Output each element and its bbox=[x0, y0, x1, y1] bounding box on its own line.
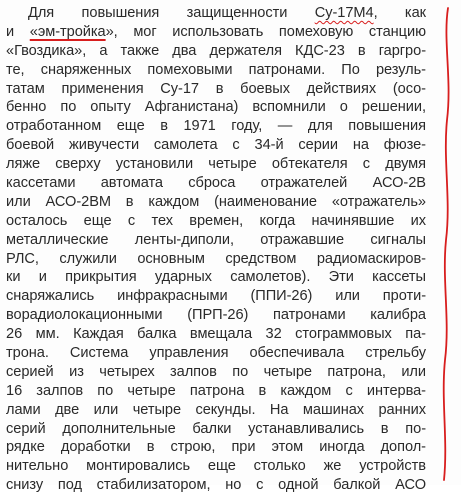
text-line-12: осталось еще с тех времен, когда начинявшие их bbox=[6, 212, 426, 229]
line-1-start: Для повышения защищенности bbox=[28, 5, 315, 21]
text-line-26: снизу под стабилизатором, но с одной балкой АСО bbox=[6, 477, 426, 494]
text-line-7: отработанном еще в 1971 году, — для повышения bbox=[6, 118, 426, 135]
line-2-end: », мог использовать помеховую станцию bbox=[105, 23, 426, 40]
text-line-24: рядке доработки в строю, при этом иногда допол- bbox=[6, 439, 426, 456]
text-line-10: кассетами автомата сброса отражателей АСО-2В bbox=[6, 175, 426, 192]
text-line-5: татам применения Су-17 в боевых действиях (осо- bbox=[6, 80, 426, 97]
line-1-end: , как bbox=[373, 5, 426, 21]
text-line-19: трона. Система управления обеспечивала стрельбу bbox=[6, 345, 426, 362]
emtroika-highlight: «эм-тройка bbox=[29, 23, 106, 40]
text-line-14: РЛС, служили основным средством радиомаскиров- bbox=[6, 250, 426, 267]
su17m4-highlight: Су-17М4 bbox=[314, 5, 374, 21]
text-line-21: 16 залпов по четыре патрона в каждом с интерва- bbox=[6, 382, 426, 399]
text-line-15: ки и прикрытия ударных самолетов). Эти кассеты bbox=[6, 269, 426, 286]
text-line-8: боевой живучести самолета с 34-й серии на фюзе- bbox=[6, 137, 426, 154]
text-line-20: серией из четырех залпов по четыре патрона, или bbox=[6, 363, 426, 380]
text-line-23: серий дополнительные балки устанавливались в по- bbox=[6, 420, 426, 437]
text-line-4: те, снаряженных помеховыми патронами. По резуль- bbox=[6, 61, 426, 78]
text-line-17: ворадиолокационными (ПРП-26) патронами калибра bbox=[6, 307, 426, 324]
text-line-16: снаряжались инфракрасными (ППИ-26) или проти- bbox=[6, 288, 426, 305]
text-line-3: «Гвоздика», а также два держателя КДС-23 в гаргро- bbox=[6, 42, 426, 59]
line-2-start: и bbox=[6, 23, 30, 40]
text-line-9: ляже сверху установили четыре обтекателя с двумя bbox=[6, 156, 426, 173]
text-line-25: нительно монтировались еще столько же устройств bbox=[6, 458, 426, 475]
text-line-22: лами две или четыре секунды. На машинах ранних bbox=[6, 401, 426, 418]
text-line-11: или АСО-2ВМ в каждом (наименование «отражатель» bbox=[6, 193, 426, 210]
text-line-6: бенно по опыту Афганистана) вспомнили о решении, bbox=[6, 99, 426, 116]
text-line-18: 26 мм. Каждая балка вмещала 32 стограммовых па- bbox=[6, 326, 426, 343]
text-line-13: металлические ленты-диполи, отражавшие сигналы bbox=[6, 231, 426, 248]
